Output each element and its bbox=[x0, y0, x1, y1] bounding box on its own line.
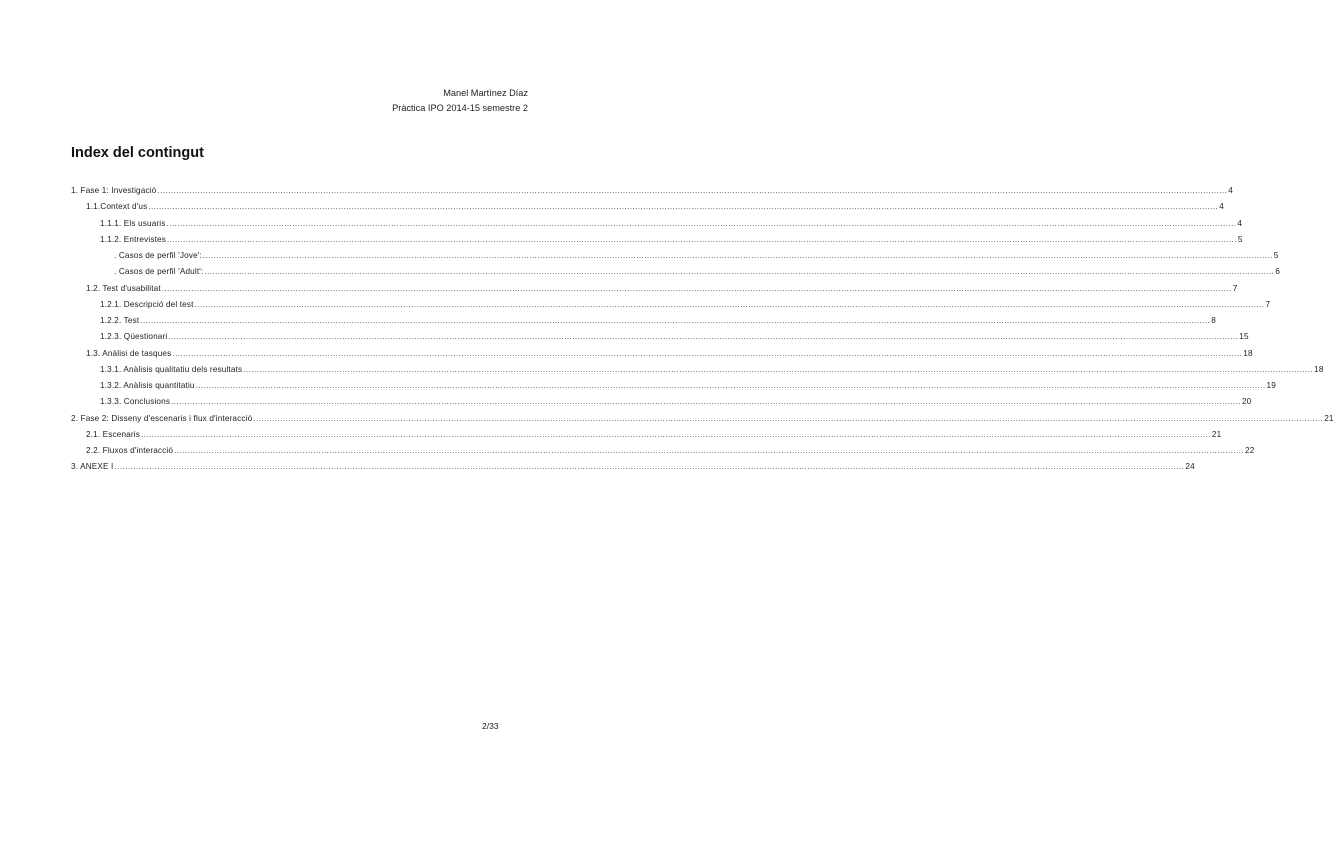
toc-entry[interactable] bbox=[114, 245, 1279, 261]
toc-entry-page: 20 bbox=[1241, 397, 1252, 407]
toc-entry[interactable] bbox=[100, 229, 1243, 245]
toc-dot-leader: ................................................................................................................................................................................................................................................................................................................................................................................................................ bbox=[166, 234, 1237, 244]
toc-dot-leader: ................................................................................................................................................................................................................................................................................................................................................................................................................ bbox=[168, 332, 1239, 342]
toc-dot-leader: ................................................................................................................................................................................................................................................................................................................................................................................................................ bbox=[195, 381, 1266, 390]
toc-dot-leader: ................................................................................................................................................................................................................................................................................................................................................................................................................ bbox=[243, 364, 1314, 374]
toc-entry[interactable] bbox=[100, 391, 1252, 407]
toc-entry-label: 1.1.1. Els usuaris bbox=[100, 218, 166, 228]
toc-dot-leader: ................................................................................................................................................................................................................................................................................................................................................................................................................ bbox=[140, 429, 1211, 439]
toc-entry-page: 15 bbox=[1239, 332, 1249, 342]
toc-entry-label: 1.1.2. Entrevistes bbox=[100, 234, 166, 244]
toc-entry-label: 2. Fase 2: Disseny d'escenaris i flux d'interacció bbox=[71, 413, 253, 423]
toc-entry-label: 1. Fase 1: Investigació bbox=[71, 186, 157, 195]
toc-entry-page: 6 bbox=[1275, 267, 1281, 277]
toc-dot-leader: ................................................................................................................................................................................................................................................................................................................................................................................................................ bbox=[204, 267, 1275, 277]
toc-entry-label: 1.2.3. Qüestionari bbox=[100, 332, 168, 342]
toc-entry[interactable] bbox=[71, 408, 1334, 424]
toc-entry[interactable] bbox=[114, 261, 1281, 277]
toc-title: Index del contingut bbox=[71, 145, 204, 161]
toc-entry-page: 5 bbox=[1237, 234, 1243, 244]
toc-entry-page: 7 bbox=[1265, 299, 1271, 309]
toc-entry-page: 8 bbox=[1211, 316, 1216, 325]
toc-entry-label: 2.1. Escenaris bbox=[86, 429, 140, 439]
toc-entry-page: 5 bbox=[1273, 251, 1279, 260]
toc-entry[interactable] bbox=[86, 196, 1224, 212]
toc-dot-leader: ................................................................................................................................................................................................................................................................................................................................................................................................................ bbox=[174, 446, 1244, 455]
toc-entry-label: 1.3. Anàlisi de tasques bbox=[86, 348, 172, 358]
toc-entry[interactable] bbox=[71, 456, 1195, 472]
toc-entry-label: 1.3.2. Anàlisis quantitatiu bbox=[100, 381, 195, 390]
toc-entry-label: . Casos de perfil 'Jove': bbox=[114, 251, 202, 260]
toc-entry[interactable] bbox=[86, 343, 1253, 359]
header-course: Pràctica IPO 2014-15 semestre 2 bbox=[392, 103, 528, 113]
toc-entry-page: 19 bbox=[1266, 381, 1276, 390]
toc-entry-page: 7 bbox=[1232, 283, 1238, 293]
toc-dot-leader: ................................................................................................................................................................................................................................................................................................................................................................................................................ bbox=[171, 397, 1241, 407]
toc-entry-label: 1.3.1. Anàlisis qualitatiu dels resultats bbox=[100, 364, 243, 374]
toc-entry-page: 18 bbox=[1243, 348, 1253, 358]
toc-entry-page: 4 bbox=[1219, 202, 1224, 212]
toc-entry[interactable] bbox=[100, 326, 1249, 342]
toc-dot-leader: ................................................................................................................................................................................................................................................................................................................................................................................................................ bbox=[172, 348, 1243, 358]
toc-dot-leader: ................................................................................................................................................................................................................................................................................................................................................................................................................ bbox=[114, 462, 1185, 472]
toc-dot-leader: ................................................................................................................................................................................................................................................................................................................................................................................................................ bbox=[140, 316, 1211, 325]
toc-entry[interactable] bbox=[100, 213, 1243, 229]
toc-entry-page: 24 bbox=[1185, 462, 1195, 472]
page-header bbox=[392, 86, 528, 116]
toc-entry-page: 4 bbox=[1228, 186, 1233, 195]
toc-dot-leader: ................................................................................................................................................................................................................................................................................................................................................................................................................ bbox=[194, 299, 1265, 309]
toc-dot-leader: ................................................................................................................................................................................................................................................................................................................................................................................................................ bbox=[161, 283, 1232, 293]
toc-dot-leader: ................................................................................................................................................................................................................................................................................................................................................................................................................ bbox=[148, 202, 1219, 212]
toc-dot-leader: ................................................................................................................................................................................................................................................................................................................................................................................................................ bbox=[253, 413, 1324, 423]
header-author: Manel Martínez Díaz bbox=[443, 88, 528, 98]
toc-entry[interactable] bbox=[86, 278, 1238, 294]
toc-entry-label: . Casos de perfil 'Adult': bbox=[114, 267, 204, 277]
toc-entry-label: 1.3.3. Conclusions bbox=[100, 397, 171, 407]
toc-dot-leader: ................................................................................................................................................................................................................................................................................................................................................................................................................ bbox=[202, 251, 1273, 260]
toc-entry-page: 21 bbox=[1211, 429, 1222, 439]
toc-entry-label: 2.2. Fluxos d'interacció bbox=[86, 446, 174, 455]
toc-entry[interactable] bbox=[100, 375, 1276, 391]
page-number: 2/33 bbox=[482, 721, 499, 731]
toc-entry-page: 21 bbox=[1324, 413, 1334, 423]
toc-entry[interactable] bbox=[100, 310, 1216, 326]
toc-entry[interactable] bbox=[100, 359, 1324, 375]
toc-entry[interactable] bbox=[71, 180, 1233, 196]
toc-dot-leader: ................................................................................................................................................................................................................................................................................................................................................................................................................ bbox=[157, 186, 1228, 195]
toc-entry-label: 1.2.1. Descripció del test bbox=[100, 299, 194, 309]
toc-entry[interactable] bbox=[100, 294, 1271, 310]
toc-entry-label: 1.1.Context d'us bbox=[86, 202, 148, 212]
toc-dot-leader: ................................................................................................................................................................................................................................................................................................................................................................................................................ bbox=[166, 218, 1237, 228]
toc-entry-label: 1.2. Test d'usabilitat bbox=[86, 283, 161, 293]
toc-entry[interactable] bbox=[86, 440, 1255, 456]
toc-entry-page: 22 bbox=[1244, 446, 1255, 455]
toc-entry-page: 18 bbox=[1314, 364, 1324, 374]
toc-entry[interactable] bbox=[86, 424, 1222, 440]
toc-entry-label: 3. ANEXE I bbox=[71, 462, 114, 472]
toc-entry-page: 4 bbox=[1237, 218, 1243, 228]
toc-entry-label: 1.2.2. Test bbox=[100, 316, 140, 325]
